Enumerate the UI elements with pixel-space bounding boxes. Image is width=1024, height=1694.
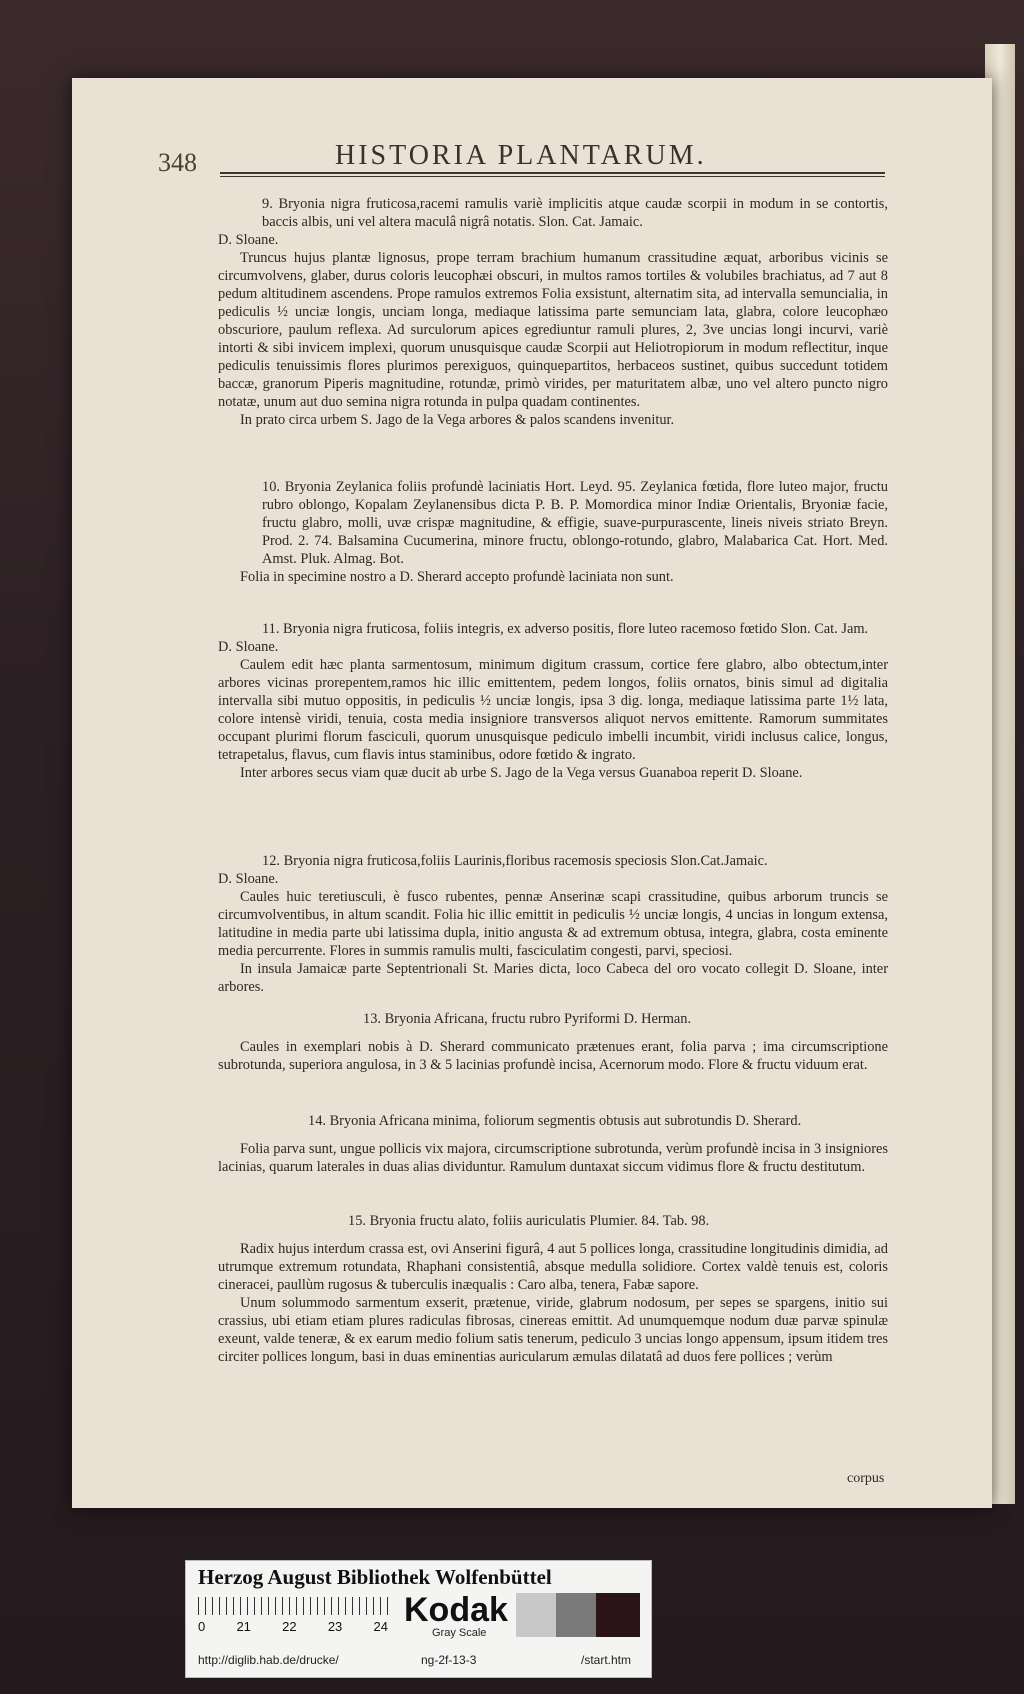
- entry-paragraph: Folia in specimine nostro a D. Sherard accepto profundè laciniata non sunt.: [240, 569, 674, 585]
- entry-paragraph: In prato circa urbem S. Jago de la Vega arbores & palos scandens invenitur.: [240, 412, 675, 428]
- entry-paragraph: Folia parva sunt, ungue pollicis vix majora, circumscriptione subrotunda, verùm profundè incisa in 3 insigniores lacinias, quarum laterales in duas alias dividuntur. Ramulum duntaxat siccum vidimus flore & fructu destitutum.: [218, 1141, 888, 1175]
- entry-author: D. Sloane.: [218, 232, 279, 248]
- ruler-number: 22: [282, 1619, 297, 1634]
- ruler-number: 24: [373, 1619, 388, 1634]
- entry-paragraph: Radix hujus interdum crassa est, ovi Anserini figurâ, 4 aut 5 pollices longa, crassitudine longitudinis dimidia, ad utrumque extremum rotundata, Rhaphani consistentiâ, absque medulla solidiore. Cortex valdè tenuis est, coloris cineracei, paullùm rugosus & tuberculis inæqualis : Caro alba, tenera, Fabæ sapore.: [218, 1241, 888, 1293]
- kodak-logo: Kodak: [404, 1591, 508, 1629]
- entry-heading: 14. Bryonia Africana minima, foliorum segmentis obtusis aut subrotundis D. Sherard.: [308, 1113, 802, 1129]
- running-head: HISTORIA PLANTARUM.: [335, 140, 707, 171]
- entry-paragraph: Truncus hujus plantæ lignosus, prope terram brachium humanum crassitudine æquat, arboribus vicinis se circumvolvens, glaber, durus coloris leucophæi obscuri, in multos ramos tortiles & volubiles brachiatus, ad 7 aut 8 pedum altitudinem ascendens. Prope ramulos extremos Folia exsistunt, alternatim sita, ad intervalla semuncialia, in pediculis ½ unciæ longis, unciam longa, mediaque latissima parte semunciam lata, glabra, colore leucophæo obscuriore, paulum reflexa. Ad surculorum apices egrediuntur ramuli plures, 2, 3ve uncias longi incurvi, variè intorti & sibi invicem implexi, quorum unusquisque caudæ Scorpii aut Heliotropiorum in modum reflectitur, inque pediculis tenuissimis flores plurimos perexiguos, quinquepartitos, herbaceos sustinet, quibus succedunt totidem baccæ, granorum Piperis magnitudine, rotundæ, primò virides, per maturitatem albæ, uno vel altero puncto nigro notatæ, unum aut duo semina nigra rotunda in pulpa quadam continentes.: [218, 250, 888, 410]
- entry-author: D. Sloane.: [218, 639, 279, 655]
- gray-swatch-dark: [596, 1593, 640, 1637]
- entry-heading: 13. Bryonia Africana, fructu rubro Pyriformi D. Herman.: [363, 1011, 692, 1027]
- entry-14: [218, 1112, 888, 1176]
- entry-heading: 9. Bryonia nigra fruticosa,racemi ramulis variè implicitis atque caudæ scorpii in modum in se contortis, baccis albis, uni vel altera maculâ nigrâ notatis. Slon. Cat. Jamaic.: [262, 196, 888, 230]
- gray-scale-label: Gray Scale: [432, 1627, 487, 1639]
- entry-15: [218, 1212, 888, 1366]
- entry-paragraph: Unum solummodo sarmentum exserit, prætenue, viride, glabrum nodosum, per sepes se spargens, initio sui crassius, ubi etiam etiam plures radiculas fibrosas, cinereas emittit. Ad unumquemque nodum duæ parvæ spinulæ exeunt, valde teneræ, & ex earum medio folium satis tenerum, pediculo 3 uncias longo appensum, ipsum itidem tres circiter pollices longum, basi in duas eminentias auricularum æmulas dilatatâ ad duos fere pollices ; verùm: [218, 1295, 888, 1365]
- catchword: corpus: [847, 1471, 885, 1486]
- entry-9: [218, 195, 888, 429]
- entry-10: [218, 478, 888, 586]
- gray-swatch-mid: [556, 1593, 596, 1637]
- entry-paragraph: Inter arbores secus viam quæ ducit ab urbe S. Jago de la Vega versus Guanaboa reperit D. Sloane.: [240, 765, 803, 781]
- entry-11: [218, 620, 888, 782]
- url-mid: ng-2f-13-3: [421, 1653, 477, 1667]
- header-rule: [220, 172, 885, 177]
- entry-paragraph: Caules in exemplari nobis à D. Sherard communicato prætenues erant, folia parva ; ima circumscriptione subrotunda, superiora angulosa, in 3 & 5 lacinias profundè incisa, Acernorum modo. Flore & fructu viduum erat.: [218, 1039, 888, 1073]
- ruler-scale: [198, 1597, 388, 1615]
- library-name: Herzog August Bibliothek Wolfenbüttel: [198, 1565, 552, 1589]
- entry-heading: 12. Bryonia nigra fruticosa,foliis Laurinis,floribus racemosis speciosis Slon.Cat.Jamaic.: [262, 853, 768, 869]
- entry-12: [218, 852, 888, 996]
- library-color-target: [185, 1560, 652, 1678]
- ruler-number: 0: [198, 1619, 206, 1634]
- ruler-number: 21: [236, 1619, 251, 1634]
- entry-paragraph: In insula Jamaicæ parte Septentrionali St. Maries dicta, loco Cabeca del oro vocato collegit D. Sloane, inter arbores.: [218, 961, 888, 995]
- url-left: http://diglib.hab.de/drucke/: [198, 1653, 339, 1667]
- ruler-numbers: [198, 1619, 388, 1634]
- entry-heading: 15. Bryonia fructu alato, foliis auriculatis Plumier. 84. Tab. 98.: [348, 1213, 710, 1229]
- url-right: /start.htm: [581, 1653, 632, 1667]
- entry-13: [218, 1010, 888, 1074]
- ruler-number: 23: [327, 1619, 343, 1634]
- entry-heading: 10. Bryonia Zeylanica foliis profundè laciniatis Hort. Leyd. 95. Zeylanica fœtida, flore luteo major, fructu rubro oblongo, Kopalam Zeylanensibus dicta P. B. P. Momordica minor Indiæ Orientalis, Bryoniæ facie, fructu glabro, molli, uvæ crispæ magnitudine, & effigie, suave-purpurascente, lineis niveis striato Breyn. Prod. 2. 74. Balsamina Cucumerina, minore fructu, oblongo-rotundo, glabro, Malabarica Cat. Hort. Med. Amst. Pluk. Almag. Bot.: [262, 479, 888, 567]
- entry-paragraph: Caulem edit hæc planta sarmentosum, minimum digitum crassum, cortice fere glabro, albo obtectum,inter arbores vicinas prorepentem,ramos hic illic emittentem, pedem longos, foliis ornatos, binis simul ad digitalia intervalla sibi mutuo oppositis, in pediculis ½ unciæ longis, ipsa 3 dig. longa, mediaque latissima parte 1½ lata, colore intensè viridi, tenuia, costa media insigniore transversos aliquot nervos emittente. Ramorum summitates occupant plurimi florum fasciculi, quorum unusquisque pediculo imbelli incumbit, viridi inclusus calice, longus, tetrapetalus, flavus, cum flavis intus staminibus, odore fœtido & ingrato.: [218, 657, 888, 763]
- entry-heading: 11. Bryonia nigra fruticosa, foliis integris, ex adverso positis, flore luteo racemoso fœtido Slon. Cat. Jam.: [262, 621, 869, 637]
- page-number: 348: [158, 148, 197, 177]
- gray-swatch-light: [516, 1593, 556, 1637]
- entry-author: D. Sloane.: [218, 871, 279, 887]
- entry-paragraph: Caules huic teretiusculi, è fusco rubentes, pennæ Anserinæ scapi crassitudine, quibus arborum truncis se circumvolventibus, in altum scandit. Folia hic illic emittit in pediculis ½ unciæ longis, 4 uncias in longum extensa, latitudine in media parte ubi latissima dupla, initio angusta & ad extremum obtusa, integra, glabra, costa eminente media percurrente. Flores in summis ramulis multi, fasciculatim congesti, parvi, speciosi.: [218, 889, 888, 959]
